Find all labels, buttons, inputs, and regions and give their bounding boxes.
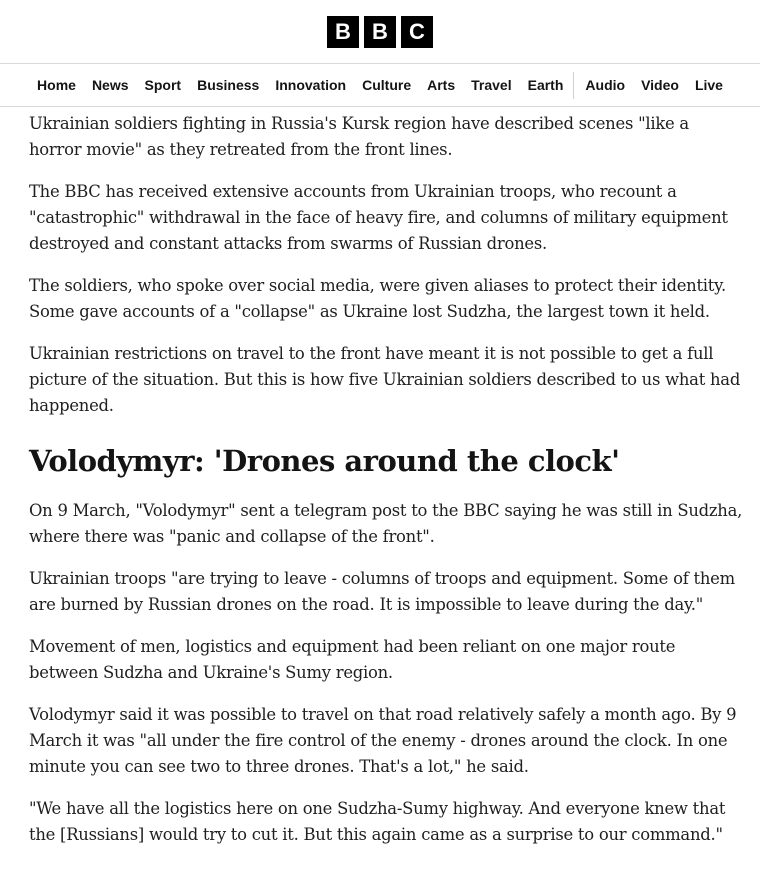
masthead (0, 0, 760, 64)
main-navigation (0, 64, 760, 107)
article-body (0, 111, 760, 848)
nav-item-business[interactable]: Business (197, 77, 260, 93)
nav-item-video[interactable]: Video (641, 77, 679, 93)
nav-item-sport[interactable]: Sport (144, 77, 182, 93)
nav-item-innovation[interactable]: Innovation (275, 77, 347, 93)
article-paragraph: The soldiers, who spoke over social media, were given aliases to protect their identity. Some gave accounts of a "collapse" as Ukraine lost Sudzha, the largest town it held. (29, 276, 726, 321)
nav-item-home[interactable]: Home (37, 77, 76, 93)
nav-item-live[interactable]: Live (694, 77, 723, 93)
article-paragraph: Movement of men, logistics and equipment had been reliant on one major route between Sudzha and Ukraine's Sumy region. (29, 637, 676, 682)
nav-item-news[interactable]: News (91, 77, 129, 93)
nav-item-arts[interactable]: Arts (427, 77, 456, 93)
logo-letter-b2: B (364, 16, 396, 48)
nav-divider (573, 72, 574, 99)
section-heading: Volodymyr: 'Drones around the clock' (29, 444, 620, 478)
nav-item-travel[interactable]: Travel (471, 77, 512, 93)
article-paragraph: "We have all the logistics here on one Sudzha-Sumy highway. And everyone knew that the [Russians] would try to cut it. But this again came as a surprise to our command." (29, 799, 726, 844)
nav-list (29, 64, 731, 106)
nav-item-culture[interactable]: Culture (362, 77, 412, 93)
article-paragraph: Ukrainian restrictions on travel to the front have meant it is not possible to get a full picture of the situation. But this is how five Ukrainian soldiers described to us what had happened. (29, 344, 741, 415)
article-paragraph: Ukrainian troops "are trying to leave - columns of troops and equipment. Some of them are burned by Russian drones on the road. It is impossible to leave during the day." (29, 569, 735, 614)
article-paragraph: Ukrainian soldiers fighting in Russia's Kursk region have described scenes "like a horror movie" as they retreated from the front lines. (29, 114, 689, 159)
logo-letter-c: C (401, 16, 433, 48)
article-paragraph: The BBC has received extensive accounts from Ukrainian troops, who recount a "catastrophic" withdrawal in the face of heavy fire, and columns of military equipment destroyed and constant attacks from swarms of Russian drones. (29, 182, 728, 253)
article-paragraph: Volodymyr said it was possible to travel on that road relatively safely a month ago. By 9 March it was "all under the fire control of the enemy - drones around the clock. In one minute you can see two to three drones. That's a lot," he said. (29, 705, 737, 776)
nav-item-audio[interactable]: Audio (585, 77, 626, 93)
nav-item-earth[interactable]: Earth (527, 77, 564, 93)
logo-letter-b1: B (327, 16, 359, 48)
article-paragraph: On 9 March, "Volodymyr" sent a telegram post to the BBC saying he was still in Sudzha, where there was "panic and collapse of the front". (29, 501, 743, 546)
bbc-logo[interactable] (327, 16, 433, 48)
